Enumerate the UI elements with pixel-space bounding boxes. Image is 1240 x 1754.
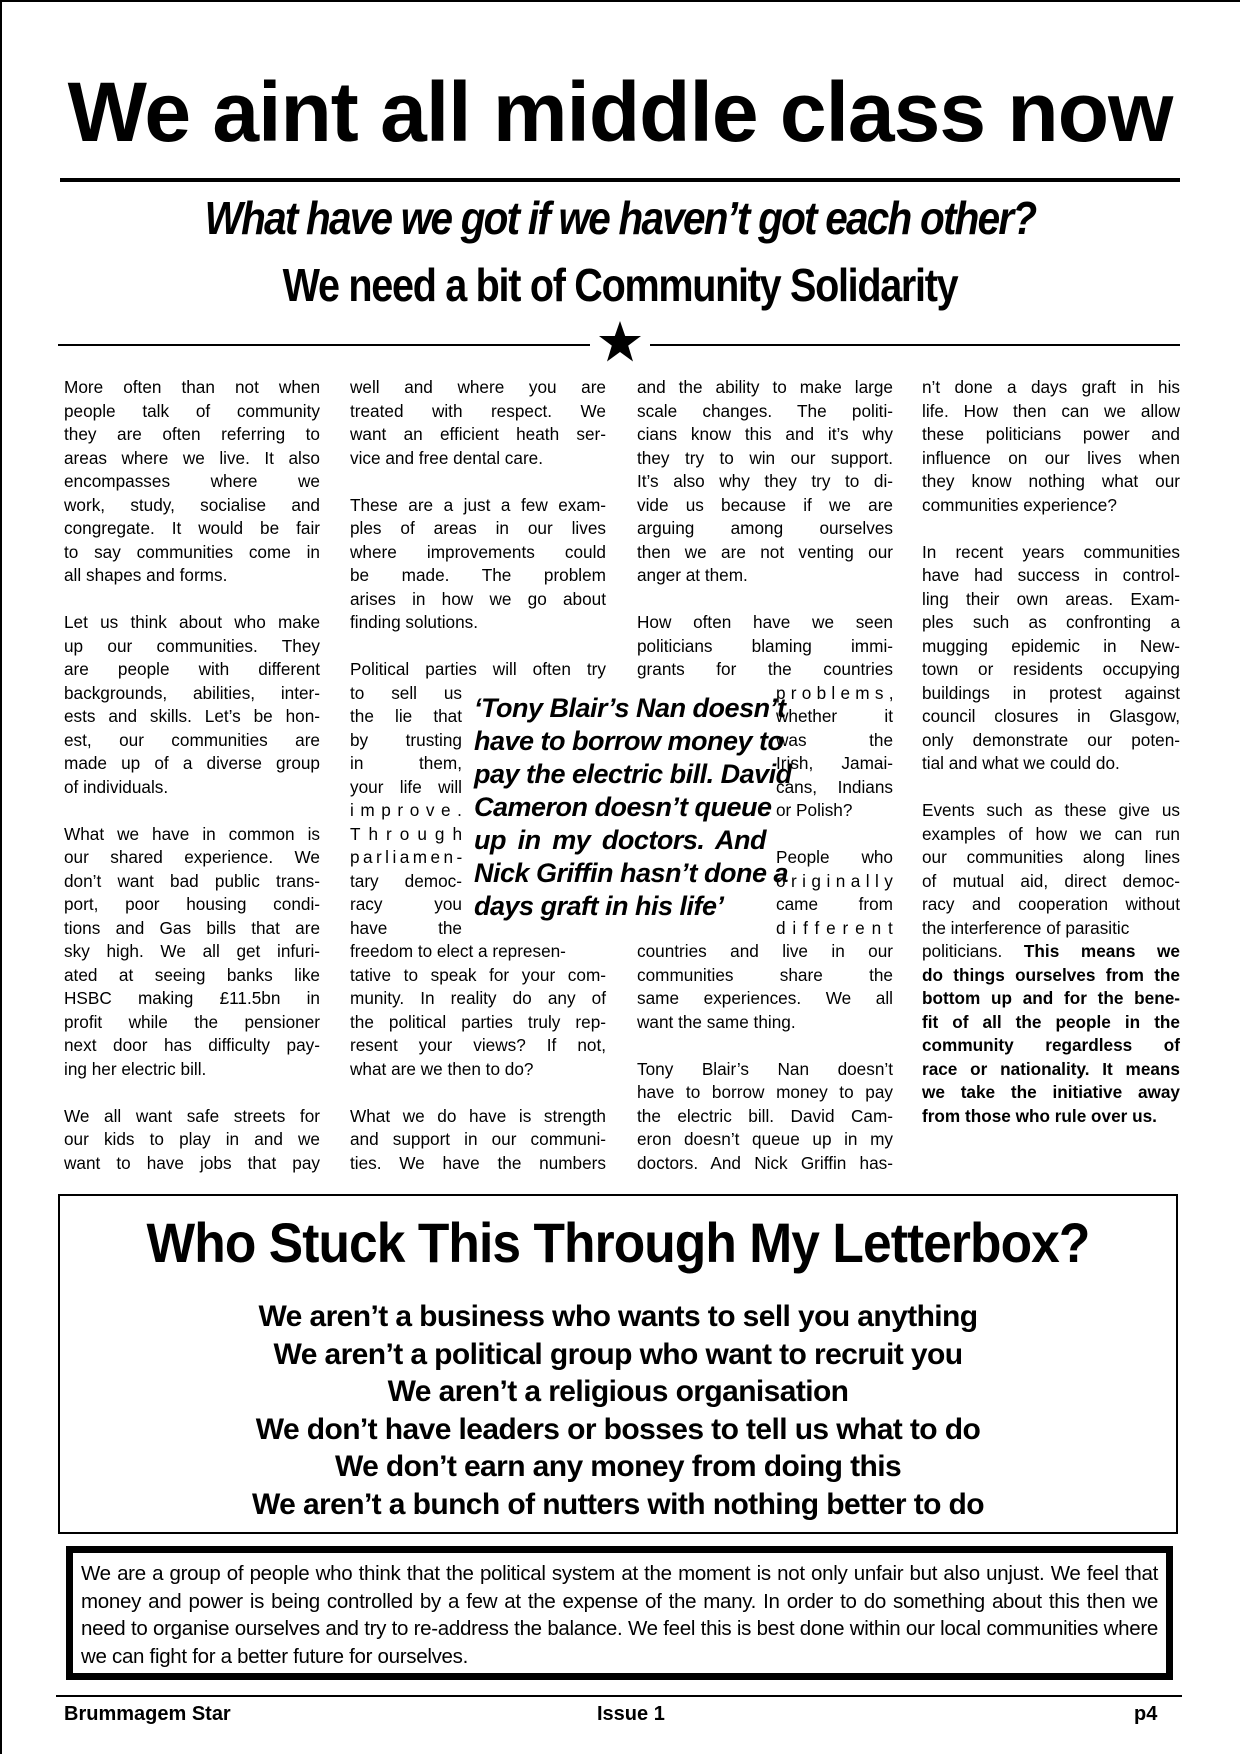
article-line: be made. The problem	[350, 565, 606, 585]
letterbox-item: We aren’t a bunch of nutters with nothing better to do	[251, 1487, 984, 1521]
pull-quote-line: ‘Tony Blair’s Nan doesn’t	[474, 693, 786, 723]
article-line: Political parties will often try	[350, 659, 606, 679]
article-line: We all want safe streets for	[64, 1105, 320, 1126]
subtitle-question: What have we got if we haven’t got each other?	[204, 192, 1036, 244]
article-line: tative to speak for your com-	[350, 964, 606, 985]
article-line: these politicians power and	[922, 424, 1180, 444]
article-line: scale changes. The politi-	[637, 400, 893, 421]
article-line: buildings in protest against	[922, 682, 1180, 703]
article-line: are people with different	[64, 659, 320, 679]
article-line: the interference of parasitic	[922, 917, 1130, 938]
article-line: communities experience?	[922, 494, 1117, 515]
footer-issue: Issue 1	[597, 1703, 665, 1725]
article-line: next door has difficulty pay-	[64, 1035, 320, 1055]
letterbox-title: Who Stuck This Through My Letterbox?	[146, 1211, 1090, 1274]
pull-quote-line: Cameron doesn’t queue	[474, 792, 772, 822]
pull-quote-line: have to borrow money to	[474, 726, 784, 756]
article-line: ated at seeing banks like	[64, 964, 320, 985]
article-emphasis-line: fit of all the people in the	[922, 1011, 1180, 1032]
article-line: tial and what we could do.	[922, 753, 1120, 773]
article-line: vice and free dental care.	[350, 447, 543, 468]
article-line: tions and Gas bills that are	[64, 917, 320, 938]
article-line: Irish, Jamai-	[776, 753, 893, 773]
paragraph-gap	[64, 799, 320, 823]
article-line: influence on our lives when	[922, 447, 1180, 468]
article-line: ties. We have the numbers	[350, 1152, 606, 1173]
article-line: These are a just a few exam-	[350, 494, 606, 515]
headline: We aint all middle class now	[67, 65, 1173, 159]
article-line: countries and live in our	[637, 941, 893, 961]
article-line: ests and skills. Let’s be hon-	[64, 706, 320, 726]
article-line: our kids to play in and we	[64, 1129, 320, 1149]
article-line: How often have we seen	[637, 612, 893, 632]
article-line: the electric bill. David Cam-	[637, 1105, 893, 1126]
paragraph-gap	[637, 588, 893, 612]
article-line: n’t done a days graft in his	[922, 377, 1180, 397]
article-line: they try to win our support.	[637, 447, 893, 468]
article-line: resent your views? If not,	[350, 1035, 606, 1055]
article-line: and support in our communi-	[350, 1129, 606, 1149]
article-line: est, our communities are	[64, 729, 320, 750]
article-line: profit while the pensioner	[64, 1011, 320, 1032]
article-line: In recent years communities	[922, 541, 1180, 562]
article-line: our communities along lines	[922, 847, 1180, 867]
paragraph-gap	[637, 1034, 893, 1058]
article-line: What we do have is strength	[350, 1105, 606, 1126]
paragraph-gap	[64, 1081, 320, 1105]
article-line: the lie that	[350, 706, 462, 726]
letterbox-box	[58, 1194, 1178, 1534]
article-line: racy you	[350, 894, 462, 914]
article-line: racy and cooperation without	[922, 894, 1180, 914]
article-line: munity. In reality do any of	[350, 988, 606, 1008]
article-line: council closures in Glasgow,	[922, 706, 1180, 726]
divider-rule-right	[650, 344, 1180, 346]
article-line: of mutual aid, direct democ-	[922, 870, 1180, 891]
article-line: treated with respect. We	[350, 400, 606, 421]
article-line: well and where you are	[350, 377, 606, 397]
article-line: have the	[350, 917, 462, 938]
article-line: More often than not when	[64, 377, 320, 397]
article-line: different	[776, 917, 900, 938]
article-line: problems,	[776, 682, 899, 703]
article-line: arises in how we go about	[350, 588, 606, 609]
article-line: have to borrow money to pay	[637, 1082, 893, 1102]
article-line: communities share the	[637, 964, 893, 985]
letterbox-item: We aren’t a political group who want to recruit you	[273, 1337, 963, 1371]
letterbox-item: We don’t have leaders or bosses to tell us what to do	[255, 1412, 981, 1446]
footer-rule	[56, 1695, 1182, 1697]
article-line: sky high. We all get infuri-	[64, 941, 320, 961]
article-line: ling their own areas. Exam-	[922, 588, 1180, 609]
article-line: ples such as confronting a	[922, 612, 1180, 632]
paragraph-gap	[350, 470, 606, 494]
article-line	[922, 940, 1180, 964]
article-emphasis: This means we	[1023, 941, 1180, 961]
article-text: politicians.	[922, 941, 1003, 961]
article-line: eron doesn’t queue up in my	[637, 1129, 893, 1149]
article-line: the political parties truly rep-	[350, 1011, 606, 1032]
article-line: people talk of community	[64, 400, 320, 421]
article-line: life. How then can we allow	[922, 400, 1180, 421]
divider-rule-left	[58, 344, 590, 346]
article-line: or Polish?	[776, 800, 853, 820]
article-column-1	[64, 376, 320, 1175]
star-icon	[598, 320, 642, 364]
article-line: cans, Indians	[776, 776, 893, 797]
pull-quote-line: days graft in his life’	[474, 891, 724, 921]
article-line: town or residents occupying	[922, 659, 1180, 679]
article-line: improve.	[350, 800, 469, 820]
about-box	[66, 1546, 1173, 1680]
article-line: backgrounds, abilities, inter-	[64, 682, 320, 703]
article-line: same experiences. We all	[637, 988, 893, 1008]
article-line: came from	[776, 894, 893, 914]
paragraph-gap	[922, 776, 1180, 800]
paragraph-gap	[64, 588, 320, 612]
article-line: politicians blaming immi-	[637, 635, 893, 656]
article-line: vide us because if we are	[637, 494, 893, 515]
article-line: they are often referring to	[64, 424, 320, 444]
article-line: then we are not venting our	[637, 541, 893, 562]
article-emphasis-line: race or nationality. It means	[922, 1058, 1180, 1079]
article-line: all shapes and forms.	[64, 565, 228, 585]
article-line: to say communities come in	[64, 541, 320, 562]
article-line: Events such as these give us	[922, 800, 1180, 820]
article-line: Let us think about who make	[64, 612, 320, 632]
article-line: want the same thing.	[637, 1011, 796, 1032]
article-line: was the	[776, 729, 893, 750]
article-line: don’t want bad public trans-	[64, 870, 320, 891]
article-line: People who	[776, 847, 893, 867]
article-line: Through	[350, 823, 471, 844]
letterbox-item: We aren’t a business who wants to sell you anything	[258, 1300, 978, 1333]
article-line: ing her electric bill.	[64, 1058, 207, 1079]
pull-quote-line: up in my doctors. And	[474, 825, 766, 855]
article-line: to sell us	[350, 682, 462, 703]
article-line: your life will	[350, 776, 462, 797]
headline-rule	[60, 178, 1180, 182]
article-emphasis-line: do things ourselves from the	[922, 964, 1180, 985]
article-emphasis-line: bottom up and for the bene-	[922, 988, 1180, 1008]
article-line: finding solutions.	[350, 612, 479, 632]
pull-quote	[474, 692, 792, 923]
subtitle-solidarity: We need a bit of Community Solidarity	[282, 259, 958, 311]
article-line: of individuals.	[64, 776, 169, 797]
article-line: whether it	[776, 706, 893, 726]
article-line: have had success in control-	[922, 565, 1180, 585]
article-line: and the ability to make large	[637, 377, 893, 397]
article-line: port, poor housing condi-	[64, 894, 320, 914]
article-line: cians know this and it’s why	[637, 424, 893, 444]
pull-quote-line: pay the electric bill. David	[474, 759, 792, 789]
article-line: anger at them.	[637, 565, 748, 585]
article-line: made up of a diverse group	[64, 753, 320, 773]
article-line: encompasses where we	[64, 471, 320, 491]
pull-quote-line: Nick Griffin hasn’t done a	[474, 858, 789, 888]
article-line: mugging epidemic in New-	[922, 635, 1180, 656]
article-line: in them,	[350, 753, 462, 773]
letterbox-list	[60, 1298, 1176, 1523]
article-line: what are we then to do?	[350, 1058, 534, 1079]
letterbox-item: We don’t earn any money from doing this	[334, 1450, 902, 1483]
article-line: tary democ-	[350, 870, 462, 891]
article-line: doctors. And Nick Griffin has-	[637, 1152, 893, 1173]
article-line: Tony Blair’s Nan doesn’t	[637, 1058, 893, 1079]
article-line: our shared experience. We	[64, 847, 320, 867]
article-line: want an efficient heath ser-	[350, 424, 606, 444]
article-line: grants for the countries	[637, 659, 893, 679]
article-line: examples of how we can run	[922, 823, 1180, 844]
article-line: freedom to elect a represen-	[350, 941, 566, 961]
article-emphasis-line: from those who rule over us.	[922, 1105, 1157, 1126]
article-line: they know nothing what our	[922, 471, 1180, 491]
footer-page-number: p4	[1134, 1703, 1158, 1725]
article-line: only demonstrate our poten-	[922, 729, 1180, 750]
article-line: want to have jobs that pay	[64, 1152, 320, 1173]
article-line: where improvements could	[350, 541, 606, 562]
article-line: areas where we live. It also	[64, 447, 320, 468]
about-text: We are a group of people who think that the political system at the moment is not only unfair but also unjust. We feel that money and power is being controlled by a few at the expense of the many. In order to do something about this then we need to organise ourselves and try to re-address the balance. We feel this is best done within our local communities where we can fight for a better future for ourselves.	[81, 1562, 1158, 1668]
article-line: congregate. It would be fair	[64, 518, 320, 538]
article-line: originally	[776, 870, 899, 891]
article-column-4	[922, 376, 1180, 1128]
article-line: HSBC making £11.5bn in	[64, 988, 320, 1008]
article-line: arguing among ourselves	[637, 518, 893, 538]
article-line: ples of areas in our lives	[350, 518, 606, 538]
article-emphasis-line: we take the initiative away	[922, 1082, 1180, 1102]
article-line: It’s also why they try to di-	[637, 471, 893, 491]
article-line: by trusting	[350, 729, 462, 750]
article-line: parliamen-	[350, 847, 466, 867]
paragraph-gap	[350, 1081, 606, 1105]
article-line: up our communities. They	[64, 635, 320, 656]
article-emphasis-line: community regardless of	[922, 1035, 1180, 1055]
paragraph-gap	[350, 635, 606, 659]
paragraph-gap	[922, 517, 1180, 541]
footer-publication: Brummagem Star	[64, 1703, 231, 1725]
letterbox-item: We aren’t a religious organisation	[387, 1375, 849, 1408]
article-line: work, study, socialise and	[64, 494, 320, 515]
article-line: What we have in common is	[64, 823, 320, 844]
